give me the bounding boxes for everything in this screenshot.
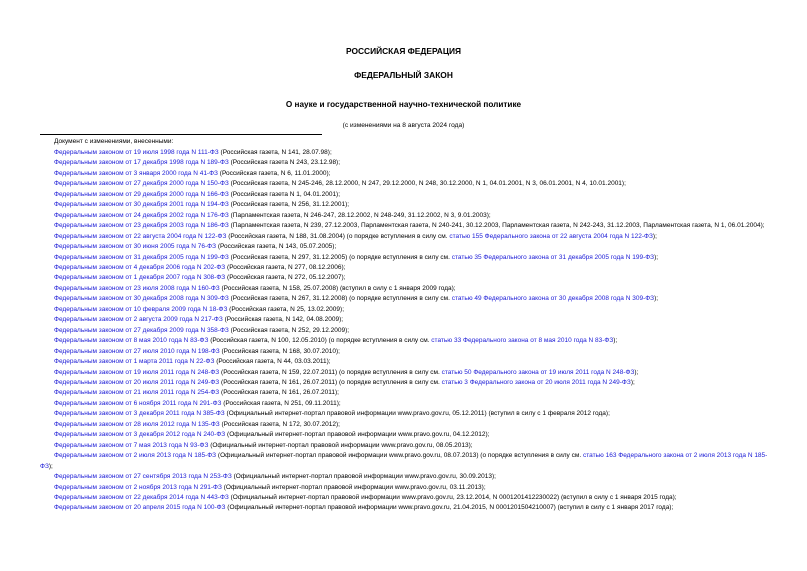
publication-note: (Российская газета, N 142, 04.08.2009); bbox=[222, 316, 344, 324]
amendment-entry bbox=[40, 232, 772, 242]
doc-type-heading: ФЕДЕРАЛЬНЫЙ ЗАКОН bbox=[354, 70, 453, 80]
law-link[interactable]: Федеральным законом от 23 декабря 2003 года N 186-ФЗ bbox=[54, 222, 229, 230]
publication-note: (Российская газета, N 159, 22.07.2011) (о порядке вступления в силу см. bbox=[219, 368, 442, 376]
amendment-entry bbox=[40, 441, 772, 451]
publication-note: (Российская газета, N 256, 31.12.2001); bbox=[228, 201, 350, 209]
law-link[interactable]: Федеральным законом от 28 июля 2012 года N 135-ФЗ bbox=[54, 420, 220, 428]
amendment-entry bbox=[40, 493, 772, 503]
law-link[interactable]: Федеральным законом от 27 декабря 2000 года N 150-ФЗ bbox=[54, 180, 229, 188]
publication-note: (Официальный интернет-портал правовой информации www.pravo.gov.ru, 08.05.2013); bbox=[208, 441, 473, 449]
amendments-intro: Документ с изменениями, внесенными: bbox=[54, 138, 174, 145]
publication-note: (Российская газета, N 172, 30.07.2012); bbox=[219, 420, 340, 428]
law-link[interactable]: Федеральным законом от 10 февраля 2009 года N 18-ФЗ bbox=[54, 305, 228, 313]
amendment-entry bbox=[40, 483, 772, 493]
publication-note: (Российская газета, N 297, 31.12.2005) (о порядке вступления в силу см. bbox=[228, 253, 452, 261]
law-link[interactable]: Федеральным законом от 3 января 2000 года N 41-ФЗ bbox=[54, 169, 218, 177]
amendment-entry bbox=[40, 253, 772, 263]
amendment-entry bbox=[40, 305, 772, 315]
amendment-entry bbox=[40, 158, 772, 168]
publication-note: (Российская газета, N 161, 26.07.2011); bbox=[219, 389, 339, 397]
amendment-entry bbox=[40, 169, 772, 179]
law-link[interactable]: Федеральным законом от 27 июля 2010 года N 198-ФЗ bbox=[54, 347, 220, 355]
amendments-list bbox=[40, 148, 772, 514]
amendment-entry bbox=[40, 211, 772, 221]
publication-note: (Российская газета, N 44, 03.03.2011); bbox=[214, 358, 331, 366]
amendment-entry bbox=[40, 409, 772, 419]
amendment-entry bbox=[40, 148, 772, 158]
publication-note: (Российская газета, N 143, 05.07.2005); bbox=[216, 243, 337, 251]
closing-text: ); bbox=[634, 368, 639, 376]
closing-text: ); bbox=[48, 462, 53, 470]
law-link[interactable]: Федеральным законом от 2 ноября 2013 года N 291-ФЗ bbox=[54, 483, 222, 491]
law-link[interactable]: Федеральным законом от 4 декабря 2006 года N 202-ФЗ bbox=[54, 263, 226, 271]
country-heading: РОССИЙСКАЯ ФЕДЕРАЦИЯ bbox=[345, 46, 462, 56]
law-link[interactable]: Федеральным законом от 6 ноября 2011 года N 291-ФЗ bbox=[54, 399, 222, 407]
law-link[interactable]: Федеральным законом от 20 апреля 2015 года N 100-ФЗ bbox=[54, 504, 226, 512]
publication-note: (Российская газета N 1, 04.01.2001); bbox=[228, 190, 341, 198]
amendment-entry bbox=[40, 263, 772, 273]
law-link[interactable]: Федеральным законом от 30 декабря 2001 года N 194-ФЗ bbox=[54, 201, 229, 209]
publication-note: (Российская газета, N 251, 09.11.2011); bbox=[221, 399, 341, 407]
law-link[interactable]: Федеральным законом от 2 августа 2009 года N 217-ФЗ bbox=[54, 316, 223, 324]
amendment-entry bbox=[40, 472, 772, 482]
law-link[interactable]: Федеральным законом от 2 июля 2013 года N 185-ФЗ bbox=[54, 452, 217, 460]
publication-note: (Российская газета, N 267, 31.12.2008) (о порядке вступления в силу см. bbox=[228, 295, 452, 303]
amendment-entry bbox=[40, 242, 772, 252]
publication-note: (Российская газета, N 252, 29.12.2009); bbox=[228, 326, 350, 334]
publication-note: (Российская газета, N 25, 13.02.2009); bbox=[227, 305, 345, 313]
amendment-entry bbox=[40, 200, 772, 210]
amendment-entry bbox=[40, 294, 772, 304]
publication-note: (Официальный интернет-портал правовой информации www.pravo.gov.ru, 04.12.2012); bbox=[225, 431, 490, 439]
law-link[interactable]: Федеральным законом от 3 декабря 2011 года N 385-ФЗ bbox=[54, 410, 225, 418]
law-link[interactable]: Федеральным законом от 30 июня 2005 года N 76-ФЗ bbox=[54, 243, 217, 251]
amendment-entry bbox=[40, 399, 772, 409]
publication-note: (Официальный интернет-портал правовой информации www.pravo.gov.ru, 08.07.2013) (о порядке вступления в силу см. bbox=[216, 452, 583, 460]
publication-note: (Официальный интернет-портал правовой информации www.pravo.gov.ru, 03.11.2013); bbox=[221, 483, 486, 491]
law-link[interactable]: Федеральным законом от 27 декабря 2009 года N 358-ФЗ bbox=[54, 326, 229, 334]
publication-note: (Российская газета, N 277, 08.12.2006); bbox=[225, 263, 346, 271]
amendment-entry bbox=[40, 284, 772, 294]
article-link[interactable]: статью 163 Федерального закона от 2 июля 2013 года N 185-ФЗ bbox=[40, 452, 768, 470]
publication-note: (Официальный интернет-портал правовой информации www.pravo.gov.ru, 23.12.2014, N 0001201412230022) (вступил в силу с 1 января 2015 года); bbox=[228, 493, 677, 501]
publication-note: (Российская газета, N 272, 05.12.2007); bbox=[225, 274, 346, 282]
amendment-entry bbox=[40, 368, 772, 378]
amendment-entry bbox=[40, 347, 772, 357]
amendment-entry bbox=[40, 357, 772, 367]
law-link[interactable]: Федеральным законом от 22 августа 2004 года N 122-ФЗ bbox=[54, 232, 227, 240]
law-link[interactable]: Федеральным законом от 7 мая 2013 года N 93-ФЗ bbox=[54, 441, 209, 449]
law-link[interactable]: Федеральным законом от 29 декабря 2000 года N 166-ФЗ bbox=[54, 190, 229, 198]
publication-note: (Российская газета N 243, 23.12.98); bbox=[228, 159, 341, 167]
law-link[interactable]: Федеральным законом от 3 декабря 2012 года N 240-ФЗ bbox=[54, 431, 226, 439]
article-link[interactable]: статью 49 Федерального закона от 30 декабря 2008 года N 309-ФЗ bbox=[451, 295, 655, 303]
publication-note: (Официальный интернет-портал правовой информации www.pravo.gov.ru, 21.04.2015, N 0001201504210007) (вступил в силу с 1 января 2017 года); bbox=[225, 504, 674, 512]
closing-text: ); bbox=[652, 232, 657, 240]
closing-text: ); bbox=[654, 295, 659, 303]
amendment-entry bbox=[40, 273, 772, 283]
document-title: О науке и государственной научно-технической политике bbox=[285, 100, 522, 109]
publication-note: (Российская газета, N 188, 31.08.2004) (о порядке вступления в силу см. bbox=[226, 232, 450, 240]
publication-note: (Российская газета, N 100, 12.05.2010) (о порядке вступления в силу см. bbox=[208, 337, 432, 345]
law-link[interactable]: Федеральным законом от 22 декабря 2014 года N 443-ФЗ bbox=[54, 493, 229, 501]
law-link[interactable]: Федеральным законом от 23 июля 2008 года N 160-ФЗ bbox=[54, 284, 220, 292]
law-link[interactable]: Федеральным законом от 20 июля 2011 года N 249-ФЗ bbox=[54, 378, 220, 386]
article-link[interactable]: статью 3 Федерального закона от 20 июля 2011 года N 249-ФЗ bbox=[441, 378, 631, 386]
amendment-entry bbox=[40, 451, 772, 472]
law-link[interactable]: Федеральным законом от 21 июля 2011 года N 254-ФЗ bbox=[54, 389, 220, 397]
law-link[interactable]: Федеральным законом от 24 декабря 2002 года N 176-ФЗ bbox=[54, 211, 229, 219]
publication-note: (Официальный интернет-портал правовой информации www.pravo.gov.ru, 05.12.2011) (вступил в силу с 1 февраля 2012 года); bbox=[224, 410, 610, 418]
amendment-entry bbox=[40, 221, 772, 231]
article-link[interactable]: статью 50 Федерального закона от 19 июля 2011 года N 248-ФЗ bbox=[441, 368, 635, 376]
amendment-entry bbox=[40, 378, 772, 388]
amendment-entry bbox=[40, 179, 772, 189]
publication-note: (Парламентская газета, N 246-247, 28.12.2002, N 248-249, 31.12.2002, N 3, 9.01.2003); bbox=[228, 211, 491, 219]
edition-note: (с изменениями на 8 августа 2024 года) bbox=[342, 122, 465, 129]
publication-note: (Парламентская газета, N 239, 27.12.2003, Парламентская газета, N 240-241, 30.12.2003, Парламентская газета, N 242-243, 31.12.2003, Парламентская газета, N 1, 06.01.2004); bbox=[228, 222, 765, 230]
amendment-entry bbox=[40, 326, 772, 336]
law-link[interactable]: Федеральным законом от 19 июля 2011 года N 248-ФЗ bbox=[54, 368, 220, 376]
publication-note: (Российская газета, N 6, 11.01.2000); bbox=[217, 169, 331, 177]
amendment-entry bbox=[40, 420, 772, 430]
publication-note: (Российская газета, N 141, 28.07.98); bbox=[218, 149, 332, 156]
law-link[interactable]: Федеральным законом от 17 декабря 1998 года N 189-ФЗ bbox=[54, 159, 229, 167]
closing-text: ); bbox=[654, 253, 659, 261]
publication-note: (Официальный интернет-портал правовой информации www.pravo.gov.ru, 30.09.2013); bbox=[231, 473, 496, 481]
closing-text: ); bbox=[630, 378, 635, 386]
article-link[interactable]: статью 33 Федерального закона от 8 мая 2010 года N 83-ФЗ bbox=[431, 337, 614, 345]
amendment-entry bbox=[40, 388, 772, 398]
amendment-entry bbox=[40, 336, 772, 346]
publication-note: (Российская газета, N 161, 26.07.2011) (о порядке вступления в силу см. bbox=[219, 378, 442, 386]
law-link[interactable]: Федеральным законом от 1 марта 2011 года N 22-ФЗ bbox=[54, 358, 215, 366]
publication-note: (Российская газета, N 158, 25.07.2008) (вступил в силу с 1 января 2009 года); bbox=[219, 284, 456, 292]
publication-note: (Российская газета, N 168, 30.07.2010); bbox=[219, 347, 340, 355]
article-link[interactable]: статью 35 Федерального закона от 31 декабря 2005 года N 199-ФЗ bbox=[451, 253, 655, 261]
law-link[interactable]: Федеральным законом от 1 декабря 2007 года N 308-ФЗ bbox=[54, 274, 226, 282]
amendment-entry bbox=[40, 503, 772, 513]
law-link[interactable]: Федеральным законом от 30 декабря 2008 года N 309-ФЗ bbox=[54, 295, 229, 303]
law-link[interactable]: Федеральным законом от 27 сентября 2013 года N 253-ФЗ bbox=[54, 473, 232, 481]
article-link[interactable]: статью 155 Федерального закона от 22 августа 2004 года N 122-ФЗ bbox=[449, 232, 653, 240]
law-link[interactable]: Федеральным законом от 19 июля 1998 года N 111-ФЗ bbox=[54, 149, 219, 156]
amendment-entry bbox=[40, 430, 772, 440]
publication-note: (Российская газета, N 245-246, 28.12.2000, N 247, 29.12.2000, N 248, 30.12.2000, N 1, 04.01.2001, N 3, 06.01.2001, N 4, 10.01.2001); bbox=[228, 180, 626, 188]
divider-line bbox=[40, 134, 322, 135]
amendment-entry bbox=[40, 315, 772, 325]
amendment-entry bbox=[40, 190, 772, 200]
closing-text: ); bbox=[613, 337, 618, 345]
law-link[interactable]: Федеральным законом от 8 мая 2010 года N 83-ФЗ bbox=[54, 337, 209, 345]
law-link[interactable]: Федеральным законом от 31 декабря 2005 года N 199-ФЗ bbox=[54, 253, 229, 261]
